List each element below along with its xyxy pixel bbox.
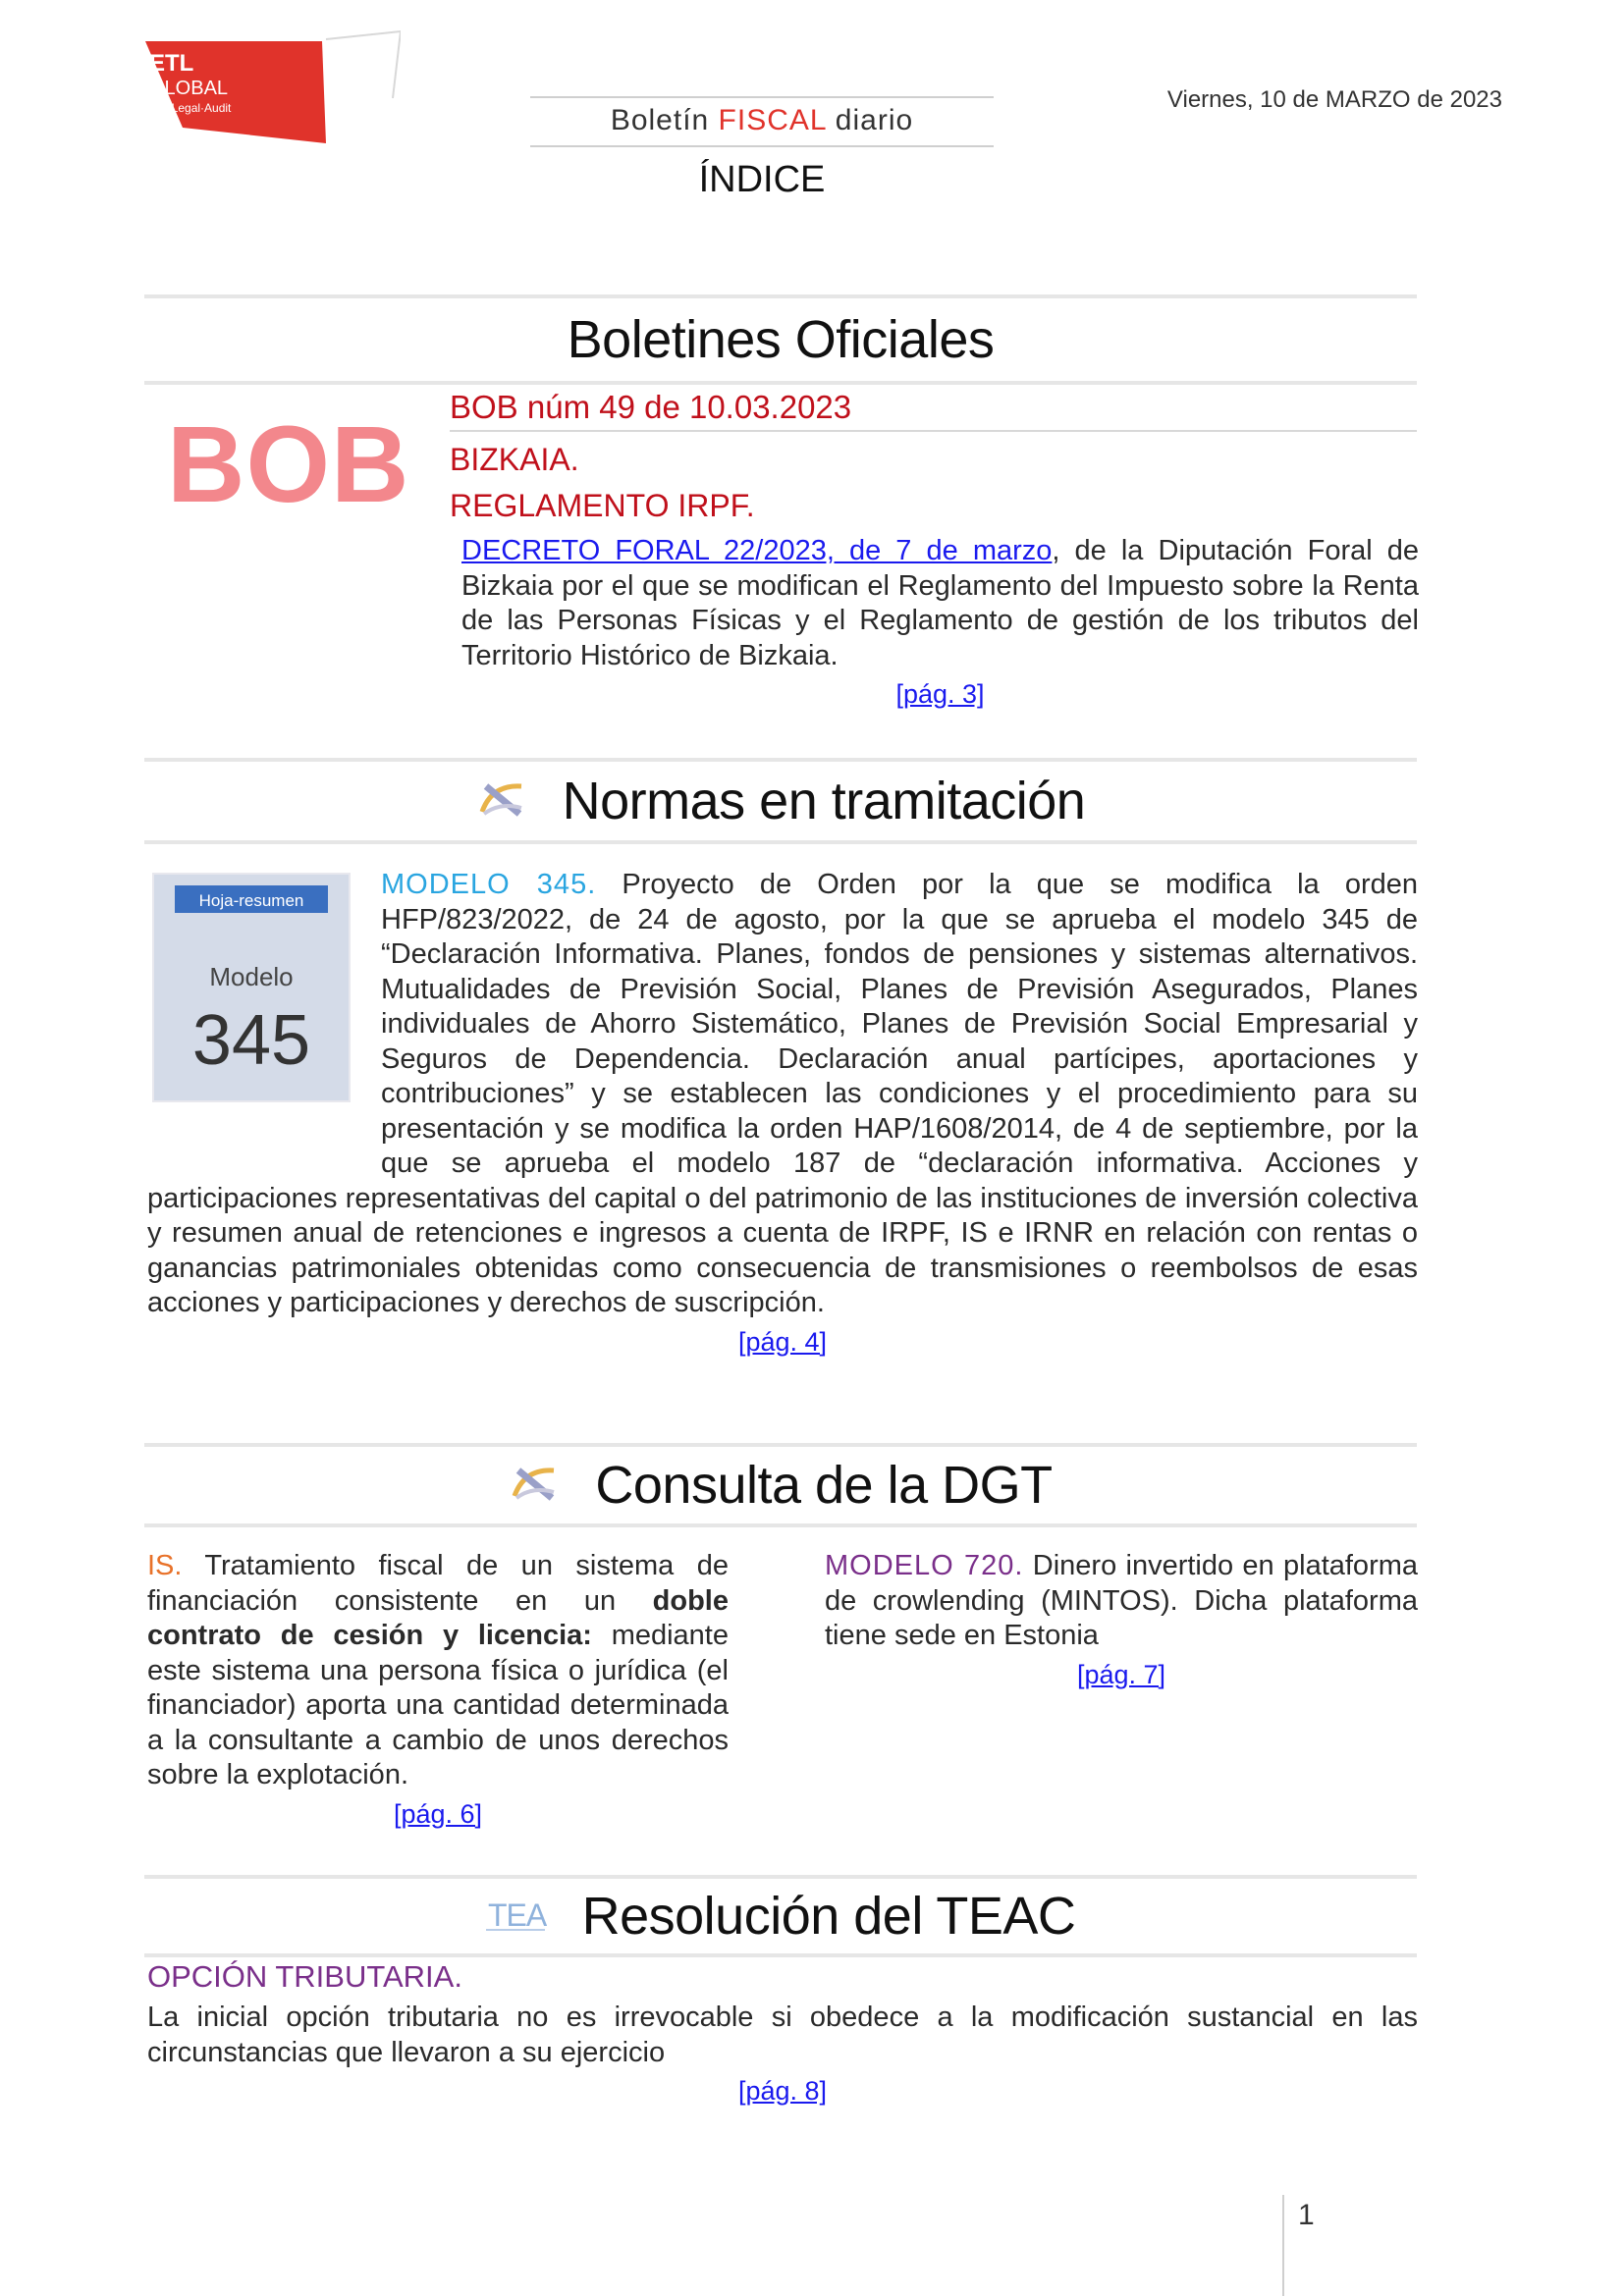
bob-region: BIZKAIA. xyxy=(450,442,579,477)
dgt-consulta-is xyxy=(147,1549,729,1832)
bulletin-suffix: diario xyxy=(826,104,914,136)
tea-icon xyxy=(486,1895,547,1939)
is-body-1: Tratamiento fiscal de un sistema de financiación consistente en un xyxy=(147,1550,729,1617)
dgt-consulta-720 xyxy=(825,1549,1418,1692)
bob-description xyxy=(461,534,1419,713)
aeat-icon xyxy=(476,778,527,825)
section-resolucion-teac xyxy=(144,1875,1417,1957)
modelo-720-body: Dinero invertido en plataforma de crowlending (MINTOS). Dicha plataforma tiene sede en Estonia xyxy=(825,1550,1419,1651)
bob-logo: BOB xyxy=(167,404,410,525)
modelo-345-label: MODELO 345. xyxy=(381,869,597,900)
section-title: Normas en tramitación xyxy=(562,772,1086,830)
tea-icon-text: TEA xyxy=(487,1896,546,1933)
page-link-7[interactable]: [pág. 7] xyxy=(1076,1659,1166,1689)
teac-body: La inicial opción tributaria no es irrevocable si obedece a la modificación sustancial en las circunstancias que llevaron a su ejercicio xyxy=(147,2002,1418,2068)
is-label: IS. xyxy=(147,1550,183,1581)
bob-number: BOB núm 49 de 10.03.2023 xyxy=(450,389,1417,432)
modelo-345-body: Proyecto de Orden por la que se modifica la orden HFP/823/2022, de 24 de agosto, por la que se aprueba el modelo 345 de “Declaración Informativa. Planes, fondos de pensiones y sistemas alternativos. Mutualidades de Previsión Social, Planes de Previsión Asegurados, Planes individuales de Ahorro Sistemático, Planes de Previsión Social Empresarial y Seguros de Dependencia. Declaración anual partícipes, aportaciones y contribuciones” y se establecen las condiciones y el procedimiento para su presentación y se modifica la orden HAP/1608/2014, de 4 de septiembre, por la que se aprueba el modelo 187 de “declaración informativa. Acciones y participaciones representativas del capital o del patrimonio de las instituciones de inversión colectiva y resumen anual de retenciones e ingresos a cuenta de IRPF, IS e IRNR en relación con rentas o ganancias patrimoniales obtenidas como consecuencia de transmisiones o reembolsos de esas acciones y participaciones y derechos de suscripción. xyxy=(147,869,1418,1318)
section-title: Boletines Oficiales xyxy=(567,310,995,369)
aeat-icon xyxy=(509,1463,560,1509)
image-badge-text: Hoja-resumen xyxy=(198,891,304,910)
modelo-345-description xyxy=(147,868,1418,1360)
svg-text:Tax·Legal·Audit: Tax·Legal·Audit xyxy=(149,101,232,115)
bob-body: , de la Diputación Foral de Bizkaia por el que se modifican el Reglamento del Impuesto sobre la Renta de las Personas Físicas y el Reglamento de gestión de los tributos del Territorio Histórico de Bizkaia. xyxy=(461,535,1420,671)
bob-subject: REGLAMENTO IRPF. xyxy=(450,488,755,523)
page-link-4[interactable]: [pág. 4] xyxy=(737,1326,828,1357)
page-link-6[interactable]: [pág. 6] xyxy=(393,1798,483,1829)
is-body-2: mediante este sistema una persona física o jurídica (el financiador) aporta una cantidad determinada a la consultante a cambio de unos derechos sobre la explotación. xyxy=(147,1620,729,1790)
section-boletines-oficiales xyxy=(144,294,1417,385)
svg-text:ETL: ETL xyxy=(149,50,194,77)
page-number: 1 xyxy=(1298,2199,1315,2231)
teac-subject: OPCIÓN TRIBUTARIA. xyxy=(147,1959,462,1994)
page-link-8[interactable]: [pág. 8] xyxy=(737,2076,828,2106)
section-normas-tramitacion xyxy=(144,758,1417,844)
modelo-720-label: MODELO 720. xyxy=(825,1550,1024,1581)
page-link-3[interactable]: [pág. 3] xyxy=(895,679,985,709)
section-title: Consulta de la DGT xyxy=(595,1456,1053,1515)
index-title: ÍNDICE xyxy=(698,159,826,200)
page-number-divider xyxy=(1282,2195,1284,2296)
image-label-text: Modelo xyxy=(209,962,294,991)
is-bold-text: doble contrato de cesión y licencia: xyxy=(147,1584,729,1651)
bulletin-accent: FISCAL xyxy=(718,104,827,136)
svg-text:GLOBAL: GLOBAL xyxy=(149,78,229,99)
image-number-text: 345 xyxy=(191,1001,311,1080)
teac-description xyxy=(147,2001,1418,2109)
section-title: Resolución del TEAC xyxy=(581,1887,1076,1946)
bulletin-title xyxy=(530,96,994,147)
decreto-foral-link[interactable]: DECRETO FORAL 22/2023, de 7 de marzo xyxy=(461,535,1053,566)
section-consulta-dgt xyxy=(144,1443,1417,1527)
etl-global-logo xyxy=(145,29,401,143)
bulletin-prefix: Boletín xyxy=(610,104,719,136)
issue-date: Viernes, 10 de MARZO de 2023 xyxy=(1166,86,1502,113)
